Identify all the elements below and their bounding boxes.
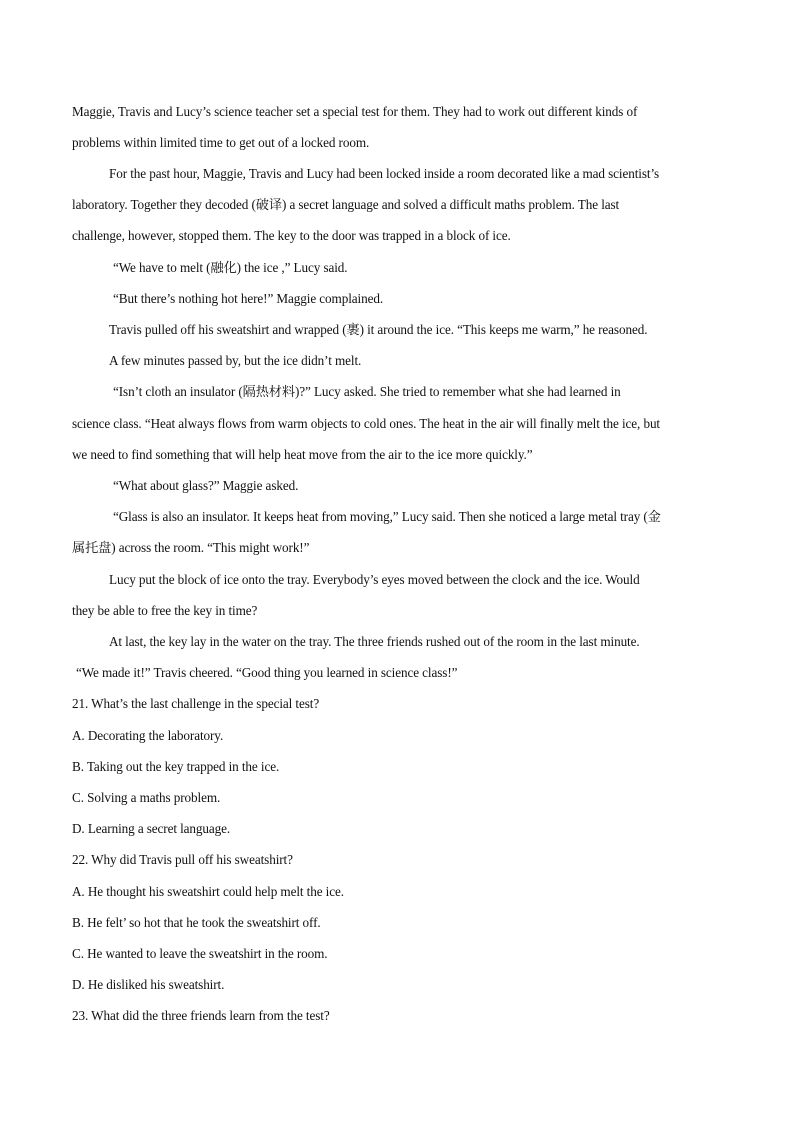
- question-stem: 23. What did the three friends learn from the test?: [72, 1008, 330, 1023]
- passage-line: For the past hour, Maggie, Travis and Lucy had been locked inside a room decorated like a mad scientist’s: [109, 166, 660, 181]
- passage-line: A few minutes passed by, but the ice didn’t melt.: [109, 353, 362, 368]
- passage-line: “But there’s nothing hot here!” Maggie complained.: [113, 291, 384, 306]
- answer-option-b: B. Taking out the key trapped in the ice.: [72, 759, 280, 774]
- passage-line: we need to find something that will help heat move from the air to the ice more quickly.”: [72, 447, 533, 462]
- passage-line: problems within limited time to get out of a locked room.: [72, 135, 370, 150]
- passage-line: “We made it!” Travis cheered. “Good thing you learned in science class!”: [76, 665, 458, 680]
- passage-line: science class. “Heat always flows from warm objects to cold ones. The heat in the air will finally melt the ice, but: [72, 416, 661, 431]
- passage-line: they be able to free the key in time?: [72, 603, 258, 618]
- passage-line: “Isn’t cloth an insulator (隔热材料)?” Lucy asked. She tried to remember what she had learned in: [113, 384, 621, 399]
- passage-line: Travis pulled off his sweatshirt and wrapped (裹) it around the ice. “This keeps me warm,” he reasoned.: [109, 322, 648, 337]
- answer-option-a: A. Decorating the laboratory.: [72, 728, 224, 743]
- passage-line: Lucy put the block of ice onto the tray. Everybody’s eyes moved between the clock and the ice. Would: [109, 572, 640, 587]
- answer-option-d: D. He disliked his sweatshirt.: [72, 977, 225, 992]
- passage-line: challenge, however, stopped them. The key to the door was trapped in a block of ice.: [72, 228, 511, 243]
- passage-line: “We have to melt (融化) the ice ,” Lucy said.: [113, 260, 348, 275]
- passage-line: laboratory. Together they decoded (破译) a secret language and solved a difficult maths problem. The last: [72, 197, 620, 212]
- answer-option-a: A. He thought his sweatshirt could help melt the ice.: [72, 884, 344, 899]
- answer-option-c: C. Solving a maths problem.: [72, 790, 221, 805]
- answer-option-c: C. He wanted to leave the sweatshirt in the room.: [72, 946, 328, 961]
- question-stem: 21. What’s the last challenge in the special test?: [72, 696, 320, 711]
- passage-line: Maggie, Travis and Lucy’s science teacher set a special test for them. They had to work out different kinds of: [72, 104, 638, 119]
- passage-line: 属托盘) across the room. “This might work!”: [72, 540, 310, 555]
- passage-line: “What about glass?” Maggie asked.: [113, 478, 299, 493]
- answer-option-b: B. He felt’ so hot that he took the sweatshirt off.: [72, 915, 321, 930]
- answer-option-d: D. Learning a secret language.: [72, 821, 231, 836]
- question-stem: 22. Why did Travis pull off his sweatshirt?: [72, 852, 293, 867]
- passage-line: “Glass is also an insulator. It keeps heat from moving,” Lucy said. Then she noticed a large metal tray (金: [113, 509, 661, 524]
- passage-line: At last, the key lay in the water on the tray. The three friends rushed out of the room in the last minute.: [109, 634, 640, 649]
